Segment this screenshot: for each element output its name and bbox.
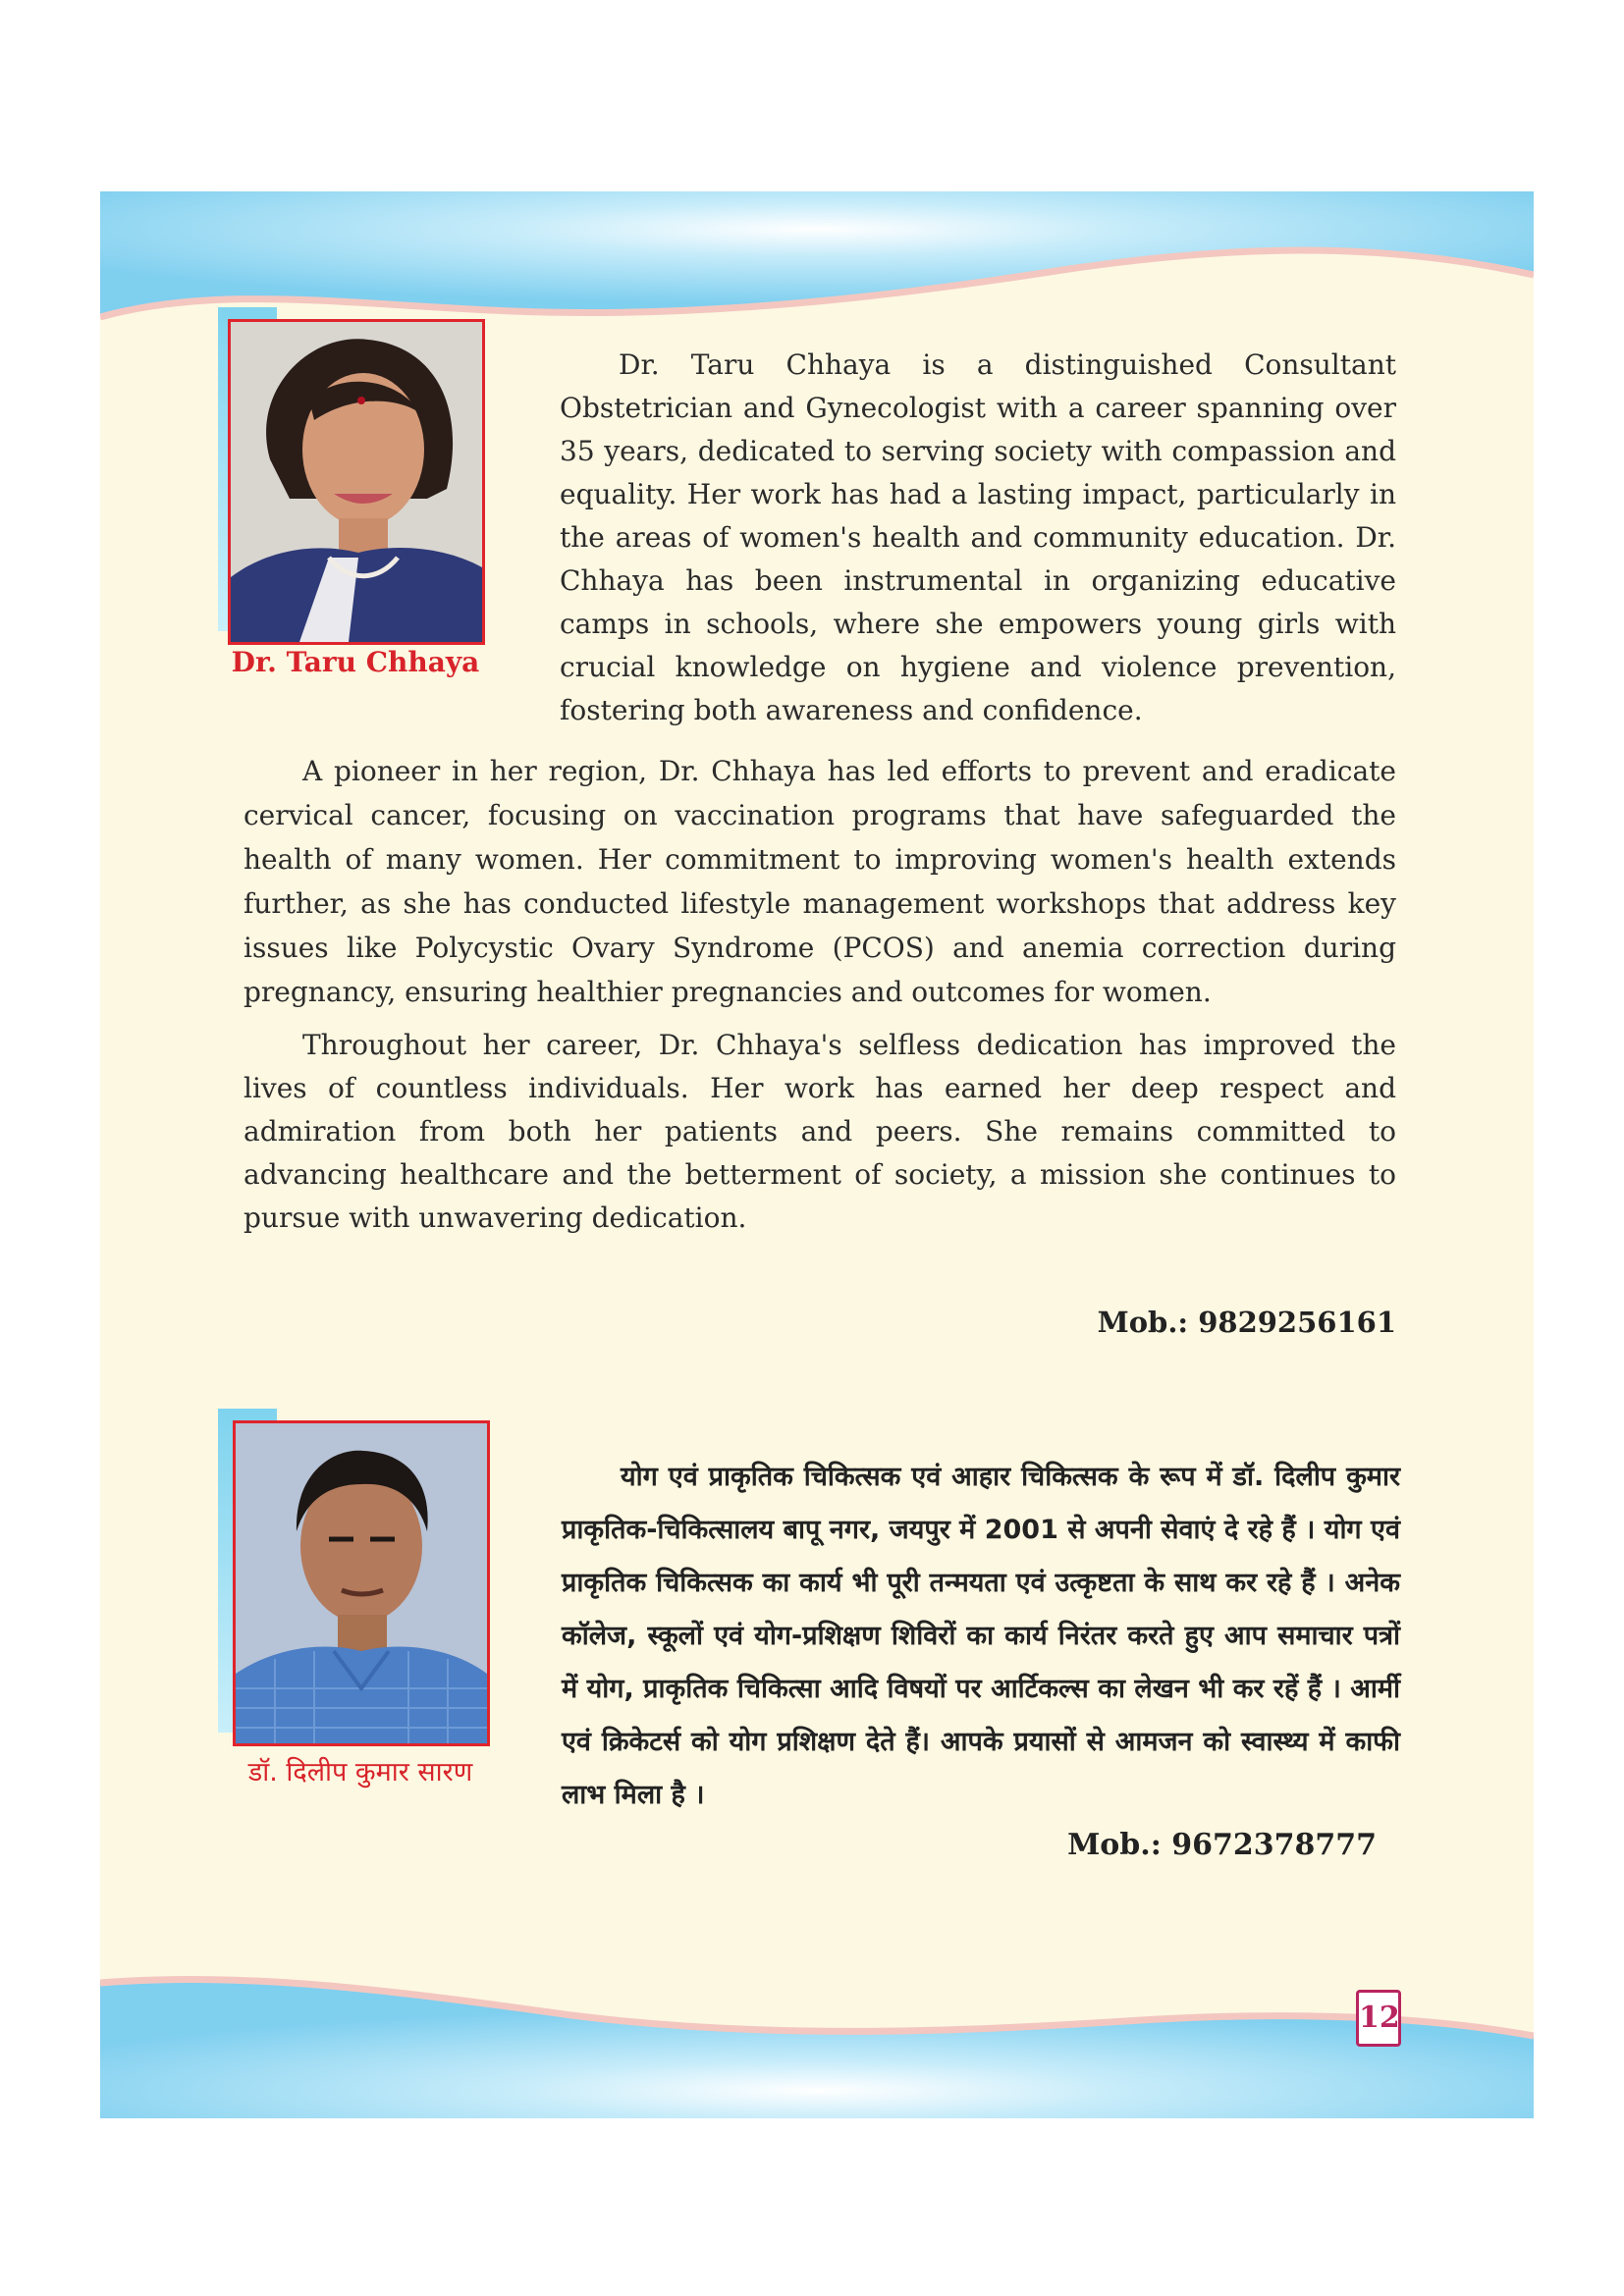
bottom-wave-band bbox=[100, 1971, 1534, 2118]
profile2-name-caption: डॉ. दिलीप कुमार सारण bbox=[247, 1757, 473, 1788]
profile1-photo-block bbox=[218, 307, 493, 678]
profile1-body bbox=[244, 749, 1396, 1240]
profile2-mobile: Mob.: 9672378777 bbox=[1067, 1828, 1377, 1862]
page-frame bbox=[100, 191, 1534, 2118]
profile2-paragraph: योग एवं प्राकृतिक चिकित्सक एवं आहार चिकित्सक के रूप में डॉ. दिलीप कुमार प्राकृतिक-चिकित्सालय बापू नगर, जयपुर में 2001 से अपनी सेवाएं दे रहे हैं । योग एवं प्राकृतिक चिकित्सक का कार्य भी पूरी तन्मयता एवं उत्कृष्टता के साथ कर रहे हैं । अनेक कॉलेज, स्कूलों एवं योग-प्रशिक्षण शिविरों का कार्य निरंतर करते हुए आप समाचार पत्रों में योग, प्राकृतिक चिकित्सा आदि विषयों पर आर्टिकल्स का लेखन भी कर रहें हैं । आर्मी एवं क्रिकेटर्स को योग प्रशिक्षण देते हैं। आपके प्रयासों से आमजन को स्वास्थ्य में काफी लाभ मिला है । bbox=[562, 1462, 1400, 1810]
profile1-photo bbox=[228, 319, 485, 645]
profile1-paragraph-2: A pioneer in her region, Dr. Chhaya has led efforts to prevent and eradicate cervical cancer, focusing on vaccination programs that have safeguarded the health of many women. Her commitment to improving women's health extends further, as she has conducted lifestyle management workshops that address key issues like Polycystic Ovary Syndrome (PCOS) and anemia correction during pregnancy, ensuring healthier pregnancies and outcomes for women. bbox=[244, 755, 1396, 1008]
profile2-photo bbox=[233, 1420, 490, 1746]
profile1-intro bbox=[560, 344, 1396, 732]
profile1-mobile: Mob.: 9829256161 bbox=[1097, 1306, 1396, 1339]
profile1-intro-paragraph: Dr. Taru Chhaya is a distinguished Consultant Obstetrician and Gynecologist with a career spanning over 35 years, dedicated to serving society with compassion and equality. Her work has had a lasting impact, particularly in the areas of women's health and community education. Dr. Chhaya has been instrumental in organizing educative camps in schools, where she empowers young girls with crucial knowledge on hygiene and violence prevention, fostering both awareness and confidence. bbox=[560, 348, 1396, 726]
page-number: 12 bbox=[1356, 1990, 1401, 2047]
profile1-name-caption: Dr. Taru Chhaya bbox=[231, 646, 480, 678]
profile2-photo-block bbox=[218, 1409, 503, 1788]
profile2-text bbox=[562, 1451, 1400, 1822]
profile1-paragraph-3: Throughout her career, Dr. Chhaya's selfless dedication has improved the lives of countless individuals. Her work has earned her deep respect and admiration from both her patients and peers. She remains committed to advancing healthcare and the betterment of society, a mission she continues to pursue with unwavering dedication. bbox=[244, 1029, 1396, 1234]
